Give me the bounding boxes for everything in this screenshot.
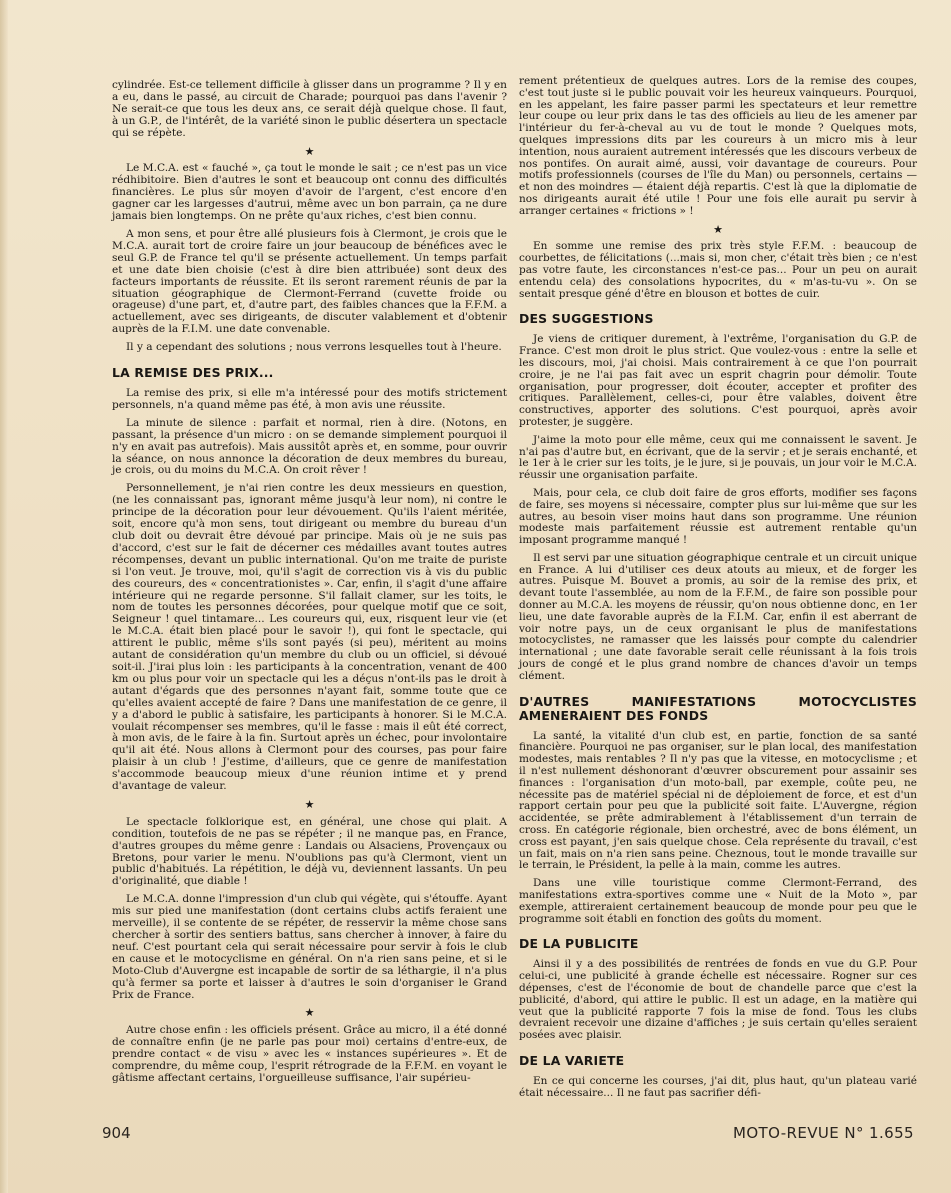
paragraph: Autre chose enfin : les officiels présent. Grâce au micro, il a été donné de connaître enfin (je ne parle pas pour moi) certains d'entre-eux, de prendre contact « de visu » avec les « instances supérieures ». Et de comprendre, du même coup, l'esprit rétrograde de la F.F.M. en voyant le gâtisme affectant certains, l'orgueilleuse suffisance, l'air supérieu- [112,1024,507,1084]
paragraph: Le M.C.A. est « fauché », ça tout le monde le sait ; ce n'est pas un vice rédhibitoire. Bien d'autres le sont et beaucoup ont connu des difficultés financières. Le plus sûr moyen d'avoir de l'argent, c'est encore d'en gagner car les largesses d'autrui, même avec un bon parrain, ça ne dure jamais bien longtemps. On ne prête qu'aux riches, c'est bien connu. [112,162,507,223]
paragraph: Je viens de critiquer durement, à l'extrême, l'organisation du G.P. de France. C'est mon droit le plus strict. Que voulez-vous : entre la selle et les discours, moi, j'ai choisi. Mais contrairement à ce que l'on pourrait croire, je ne l'ai pas fait avec un esprit chagrin pour démolir. Toute organisation, pour progresser, doit écouter, accepter et profiter des critiques. Parallèlement, celles-ci, pour être valables, doivent être constructives, apporter des solutions. C'est pourquoi, après avoir protester, je suggère. [519,333,917,428]
star-separator: ★ [713,222,723,236]
page-number: 904 [102,1124,131,1142]
left-column [112,80,507,1091]
paragraph: La remise des prix, si elle m'a intéressé pour des motifs strictement personnels, n'a quand même pas été, à mon avis une réussite. [112,387,507,411]
paragraph: Ainsi il y a des possibilités de rentrées de fonds en vue du G.P. Pour celui-ci, une publicité à grande échelle est nécessaire. Rogner sur ces dépenses, c'est de l'économie de bout de chandelle parce que c'est la publicité, d'abord, qui attire le public. Il est un adage, en la matière qui veut que la publicité rapporte 7 fois la mise de fond. Tous les clubs devraient recevoir une dizaine d'affiches ; je suis certain qu'elles seraient posées avec plaisir. [519,958,917,1042]
paragraph: Le M.C.A. donne l'impression d'un club qui végète, qui s'étouffe. Ayant mis sur pied une manifestation (dont certains clubs actifs feraient une merveille), il se contente de se répéter, de resservir la même chose sans chercher à sortir des sentiers battus, sans chercher à innover, à faire du neuf. C'est pourtant cela qui serait nécessaire pour servir à fois le club en cause et le motocyclisme en général. On n'a rien sans peine, et si le Moto-Club d'Auvergne est incapable de sortir de sa léthargie, il n'a plus qu'à fermer sa porte et laisser à d'autres le soin d'organiser le Grand Prix de France. [112,893,507,1001]
right-column [519,76,917,1106]
page-edge [0,0,8,1193]
star-separator: ★ [304,144,315,158]
paragraph: Il y a cependant des solutions ; nous verrons lesquelles tout à l'heure. [126,341,502,354]
paragraph: La santé, la vitalité d'un club est, en partie, fonction de sa santé financière. Pourquoi ne pas organiser, sur le plan local, des manifestation modestes, mais rentables ? Il n'y pas que la vitesse, en motocyclisme ; et il n'est nullement déshonorant d'œuvrer obscurement pour assainir ses finances : l'organisation d'un moto-ball, par exemple, coûte peu, ne nécessite pas de matériel spécial ni de déploiement de force, et est d'un rapport certain pour peu que la publicité soit faite. L'Auvergne, région accidentée, se prête admirablement à l'établissement d'un terrain de cross. En catégorie régionale, bien orchestré, avec de bons élément, un cross est payant, j'en sais quelque chose. Cela représente du travail, c'est un fait, mais on n'a rien sans peine. Cheznous, tout le monde travaille sur le terrain, le Président, la pelle à la main, comme les autres. [519,729,917,872]
paragraph: Dans une ville touristique comme Clermont-Ferrand, des manifestations extra-sportives comme une « Nuit de la Moto », par exemple, attireraient certainement beaucoup de monde pour peu que le programme soit établi en fonction des goûts du moment. [519,877,917,925]
paragraph: La minute de silence : parfait et normal, rien à dire. (Notons, en passant, la présence d'un micro : on se demande simplement pourquoi il n'y en avait pas autrefois). Mais aussitôt après et, en somme, pour ouvrir la séance, on nous annonce la décoration de deux membres du bureau, je crois, ou du moins du M.C.A. On croit rêver ! [112,416,507,477]
paragraph: A mon sens, et pour être allé plusieurs fois à Clermont, je crois que le M.C.A. aurait tort de croire faire un jour beaucoup de bénéfices avec le seul G.P. de France tel qu'il se présente actuellement. Un temps parfait et une date bien choisie (c'est à dire bien attribuée) sont deux des facteurs importants de réussite. Et ils seront rarement réunis de par la situation géographique de Clermont-Ferrand (cuvette froide ou orageuse) d'une part, et, d'autre part, des faibles chances que la F.F.M. a actuellement, avec ses dirigeants, de discuter valablement et d'obtenir auprès de la F.I.M. une date convenable. [112,227,507,336]
paragraph: En ce qui concerne les courses, j'ai dit, plus haut, qu'un plateau varié était nécessaire... Il ne faut pas sacrifier défi- [519,1074,917,1099]
section-heading: DE LA VARIETE [519,1052,625,1068]
magazine-issue: MOTO-REVUE N° 1.655 [733,1124,914,1142]
paragraph: Mais, pour cela, ce club doit faire de gros efforts, modifier ses façons de faire, ses moyens si nécessaire, compter plus sur lui-même que sur les autres, au besoin viser moins haut dans son programme. Une réunion modeste mais parfaitement réussie est autrement rentable qu'un imposant programme manqué ! [519,486,917,547]
paragraph: Il est servi par une situation géographique centrale et un circuit unique en France. A lui d'utiliser ces deux atouts au mieux, et de forger les autres. Puisque M. Bouvet a promis, au soir de la remise des prix, et devant toute l'assemblée, au nom de la F.F.M., de faire son possible pour donner au M.C.A. les moyens de réussir, qu'on nous obtienne donc, en 1er lieu, une date favorable auprès de la F.I.M. Car, enfin il est aberrant de voir notre pays, un de ceux organisant le plus de manifestations motocyclistes, ne ramasser que les laissés pour compte du calendrier international ; une date favorable serait celle réunissant à la fois trois jours de congé et le plus grand nombre de chances d'avoir un temps clément. [519,551,917,682]
paragraph: cylindrée. Est-ce tellement difficile à glisser dans un programme ? Il y en a eu, dans le passé, au circuit de Charade; pourquoi pas dans l'avenir ? Ne serait-ce que tous les deux ans, ce serait déjà quelque chose. Il faut, à un G.P., de l'intérêt, de la variété sinon le public désertera un spectacle qui se répète. [112,79,507,139]
section-heading: DE LA PUBLICITE [519,936,639,952]
section-heading: DES SUGGESTIONS [519,311,654,327]
paragraph: Personnellement, je n'ai rien contre les deux messieurs en question, (ne les connaissant pas, ignorant même jusqu'à leur nom), ni contre le principe de la décoration pour leur dévouement. Qu'ils l'aient méritée, soit, encore qu'à mon sens, tout dirigeant ou membre du bureau d'un club doit ou devrait être dévoué par principe. Mais où je ne suis pas d'accord, c'est sur le fait de décerner ces médailles avant toutes autres récompenses, devant un public international. Qu'on me traite de puriste si l'on veut. Je trouve, moi, qu'il s'agit de correction vis à vis du public des coureurs, des « concentrationistes ». Car, enfin, il s'agit d'une affaire intérieure qui ne regarde personne. S'il fallait clamer, sur les toits, le nom de toutes les personnes décorées, pour quelque motif que ce soit, Seigneur ! quel tintamare... Les coureurs qui, eux, risquent leur vie (et le M.C.A. était bien placé pour le savoir !), qui font le spectacle, qui attirent le public, même s'ils sont payés (si peu), méritent au moins autant de considération qu'un membre du club ou un officiel, si dévoué soit-il. J'irai plus loin : les participants à la concentration, venant de 400 km ou plus pour voir un spectacle qui les a déçus n'ont-ils pas le droit à autant d'égards que des personnes n'ayant fait, somme toute que ce qu'elles avaient accepté de faire ? Dans une manifestation de ce genre, il y a d'abord le public à satisfaire, les participants à honorer. Si le M.C.A. voulait récompenser ses membres, qu'il le fasse : mais il eût été correct, à mon avis, de le faire à la fin. Surtout après un échec, pour involontaire qu'il ait été. Nous allons à Clermont pour des courses, pas pour faire plaisir à un club ! J'estime, d'ailleurs, que ce genre de manifestation s'accommode beaucoup mieux d'une réunion intime et y prend d'avantage de valeur. [112,482,507,793]
paragraph: Le spectacle folklorique est, en général, une chose qui plait. A condition, toutefois de ne pas se répéter ; il ne manque pas, en France, d'autres groupes du même genre : Landais ou Alsaciens, Provençaux ou Bretons, pour varier le menu. N'oublions pas qu'à Clermont, vient un public d'habitués. La répétition, le déjà vu, deviennent lassants. Un peu d'originalité, que diable ! [112,815,507,888]
paragraph: rement prétentieux de quelques autres. Lors de la remise des coupes, c'est tout juste si le public pouvait voir les heureux vainqueurs. Pourquoi, en les appelant, les faire passer parmi les spectateurs et leur remettre leur coupe ou leur prix dans le tas des officiels au lieu de les amener par l'intérieur du fer-à-cheval au vu de tout le monde ? Quelques mots, quelques impressions dits par les coureurs à un micro mis à leur intention, nous auraient autrement intéressés que les discours verbeux de nos pontifes. On aurait aimé, aussi, voir davantage de coureurs. Pour motifs professionnels (courses de l'île du Man) ou personnels, certains — et non des moindres — étaient déjà repartis. C'est là que la diplomatie de nos dirigeants aurait été utile ! Pour une fois elle aurait pu servir à arranger certaines « frictions » ! [519,75,917,217]
paragraph: J'aime la moto pour elle même, ceux qui me connaissent le savent. Je n'ai pas d'autre but, en écrivant, que de la servir ; et je serais enchanté, et le 1er à le crier sur les toits, je le jure, si je pouvais, un jour voir le M.C.A. réussir une organisation parfaite. [519,433,917,482]
star-separator: ★ [304,797,315,811]
section-heading: LA REMISE DES PRIX... [112,365,274,381]
section-heading: D'AUTRES MANIFESTATIONS MOTOCYCLISTES AMENERAIENT DES FONDS [519,693,917,723]
paragraph: En somme une remise des prix très style F.F.M. : beaucoup de courbettes, de félicitations (...mais si, mon cher, c'était très bien ; ce n'est pas votre faute, les circonstances n'est-ce pas... Pour un peu on aurait entendu cela) des consolations hypocrites, du « m'as-tu-vu ». On se sentait presque géné d'être en blouson et bottes de cuir. [519,240,917,300]
star-separator: ★ [304,1006,315,1020]
